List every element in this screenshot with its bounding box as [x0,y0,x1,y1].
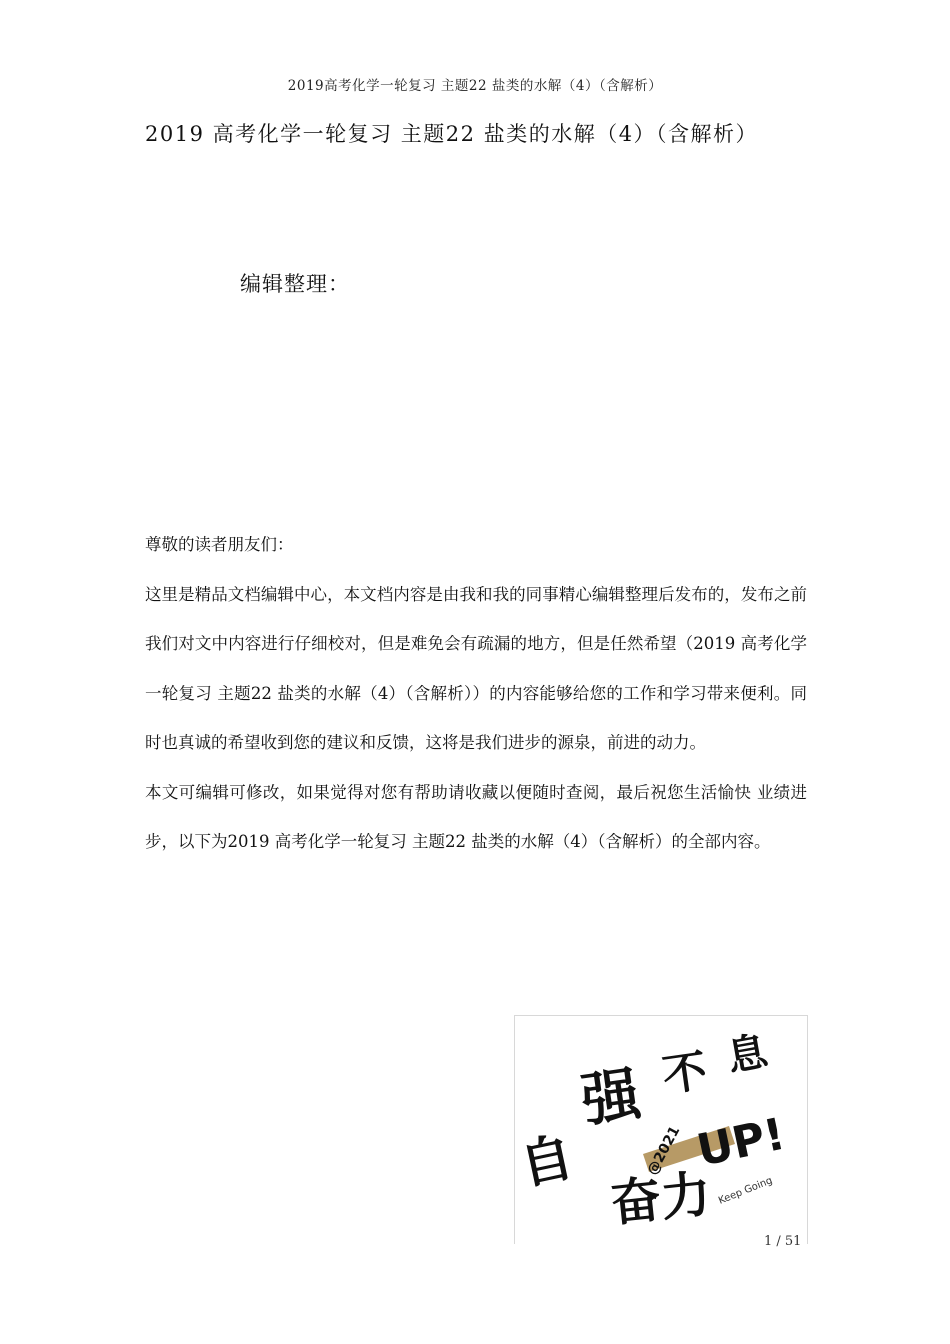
calligraphy-char-4: 息 [723,1028,772,1081]
keep-going-tagline: Keep Going [717,1175,775,1207]
calligraphy-line2: 奋力 [608,1164,714,1233]
up-text: UP! [692,1108,790,1177]
year-badge: @2021 [644,1123,684,1178]
calligraphy-char-1: 自 [515,1127,579,1197]
running-header: 2019高考化学一轮复习 主题22 盐类的水解（4）（含解析） [287,78,663,94]
page-number: 1 / 51 [764,1234,802,1249]
calligraphy-char-3: 不 [659,1045,711,1102]
editor-label: 编辑整理： [240,272,350,296]
document-title: 2019 高考化学一轮复习 主题22 盐类的水解（4）（含解析） [145,122,759,146]
motivational-image [514,1015,808,1244]
calligraphy-artwork [515,1016,808,1244]
paragraph-intro: 这里是精品文档编辑中心，本文档内容是由我和我的同事精心编辑整理后发布的，发布之前我们对文中内容进行仔细校对，但是难免会有疏漏的地方，但是任然希望（2019 高考化学一轮复习 主题22 盐类的水解（4）（含解析））的内容能够给您的工作和学习带来便利。同时也真诚的希望收到您的建议和反馈，这将是我们进步的源泉，前进的动力。 [145,584,807,752]
greeting: 尊敬的读者朋友们： [145,535,294,554]
calligraphy-char-2: 强 [577,1059,645,1135]
letter-body [145,520,807,867]
paragraph-closing: 本文可编辑可修改，如果觉得对您有帮助请收藏以便随时查阅，最后祝您生活愉快 业绩进步，以下为2019 高考化学一轮复习 主题22 盐类的水解（4）（含解析）的全部内容。 [145,782,807,851]
